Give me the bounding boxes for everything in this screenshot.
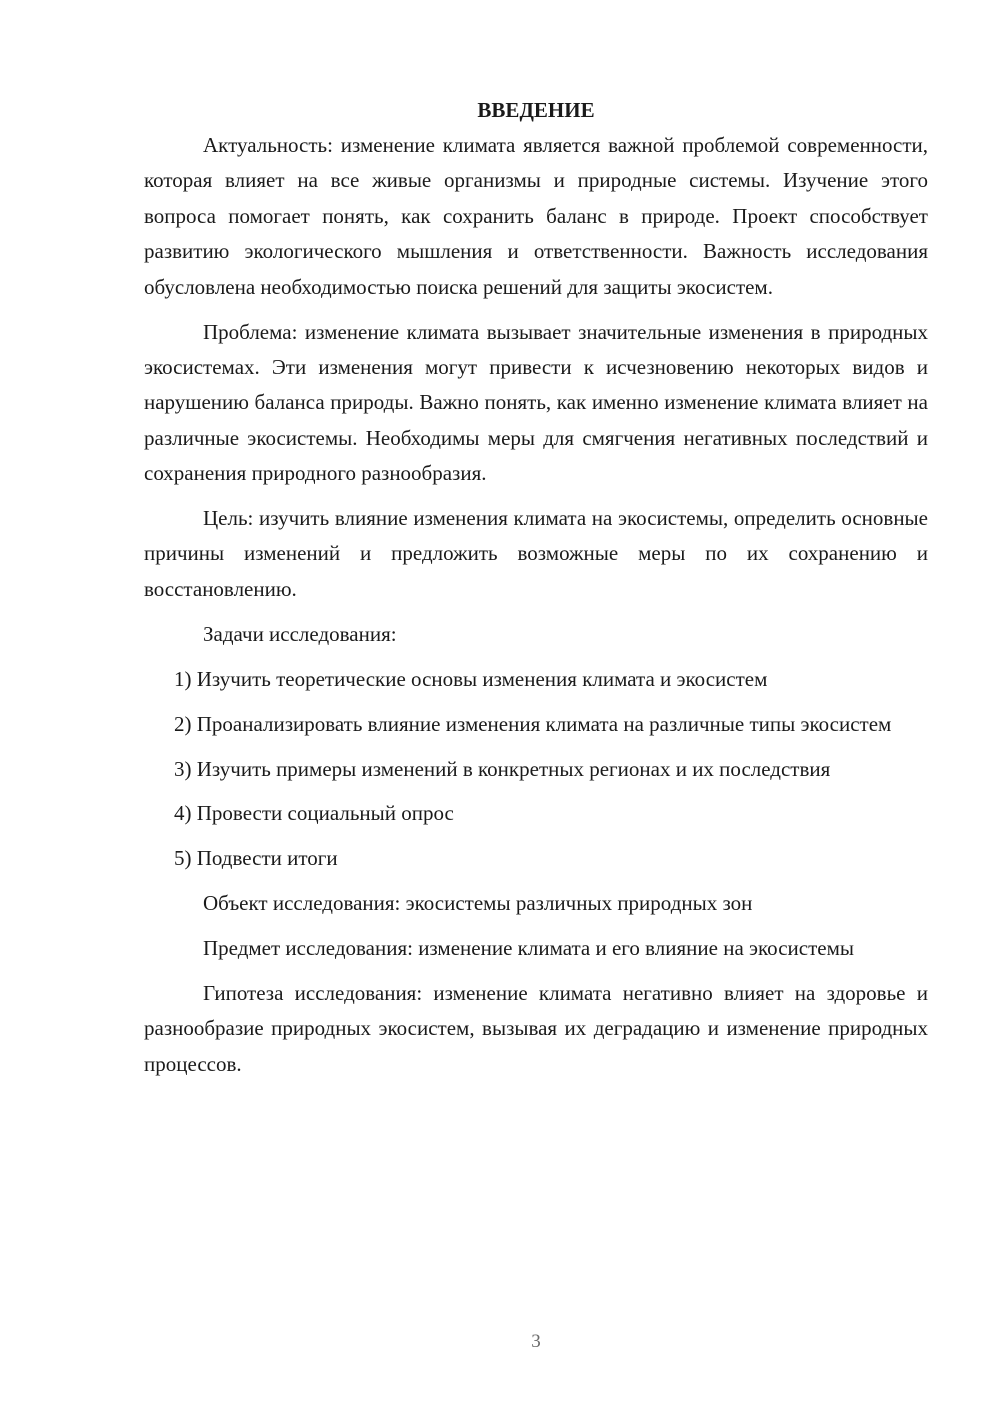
paragraph-subject: Предмет исследования: изменение климата и его влияние на экосистемы bbox=[203, 936, 854, 961]
document-heading: ВВЕДЕНИЕ bbox=[477, 98, 595, 122]
task-item-5: 5) Подвести итоги bbox=[174, 846, 338, 871]
page-number: 3 bbox=[531, 1331, 541, 1352]
paragraph-tasks-title: Задачи исследования: bbox=[203, 621, 397, 646]
task-item-2: 2) Проанализировать влияние изменения климата на различные типы экосистем bbox=[174, 711, 892, 736]
paragraph-hypothesis: Гипотеза исследования: изменение климата негативно влияет на здоровье и разнообразие природных экосистем, вызывая их деградацию и изменение природных процессов. bbox=[144, 981, 928, 1076]
document-page bbox=[144, 92, 928, 1092]
task-item-1: 1) Изучить теоретические основы изменения климата и экосистем bbox=[174, 666, 768, 691]
paragraph-problem: Проблема: изменение климата вызывает значительные изменения в природных экосистемах. Эти изменения могут привести к исчезновению некоторых видов и нарушению баланса природы. Важно понять, как именно изменение климата влияет на различные экосистемы. Необходимы меры для смягчения негативных последствий и сохранения природного разнообразия. bbox=[144, 319, 928, 486]
paragraph-relevance: Актуальность: изменение климата является важной проблемой современности, которая влияет на все живые организмы и природные системы. Изучение этого вопроса помогает понять, как сохранить баланс в природе. Проект способствует развитию экологического мышления и ответственности. Важность исследования обусловлена необходимостью поиска решений для защиты экосистем. bbox=[144, 133, 928, 299]
paragraph-object: Объект исследования: экосистемы различных природных зон bbox=[203, 891, 753, 916]
task-item-4: 4) Провести социальный опрос bbox=[174, 801, 454, 826]
paragraph-goal: Цель: изучить влияние изменения климата на экосистемы, определить основные причины изменений и предложить возможные меры по их сохранению и восстановлению. bbox=[144, 506, 928, 601]
task-item-3: 3) Изучить примеры изменений в конкретных регионах и их последствия bbox=[174, 756, 831, 781]
